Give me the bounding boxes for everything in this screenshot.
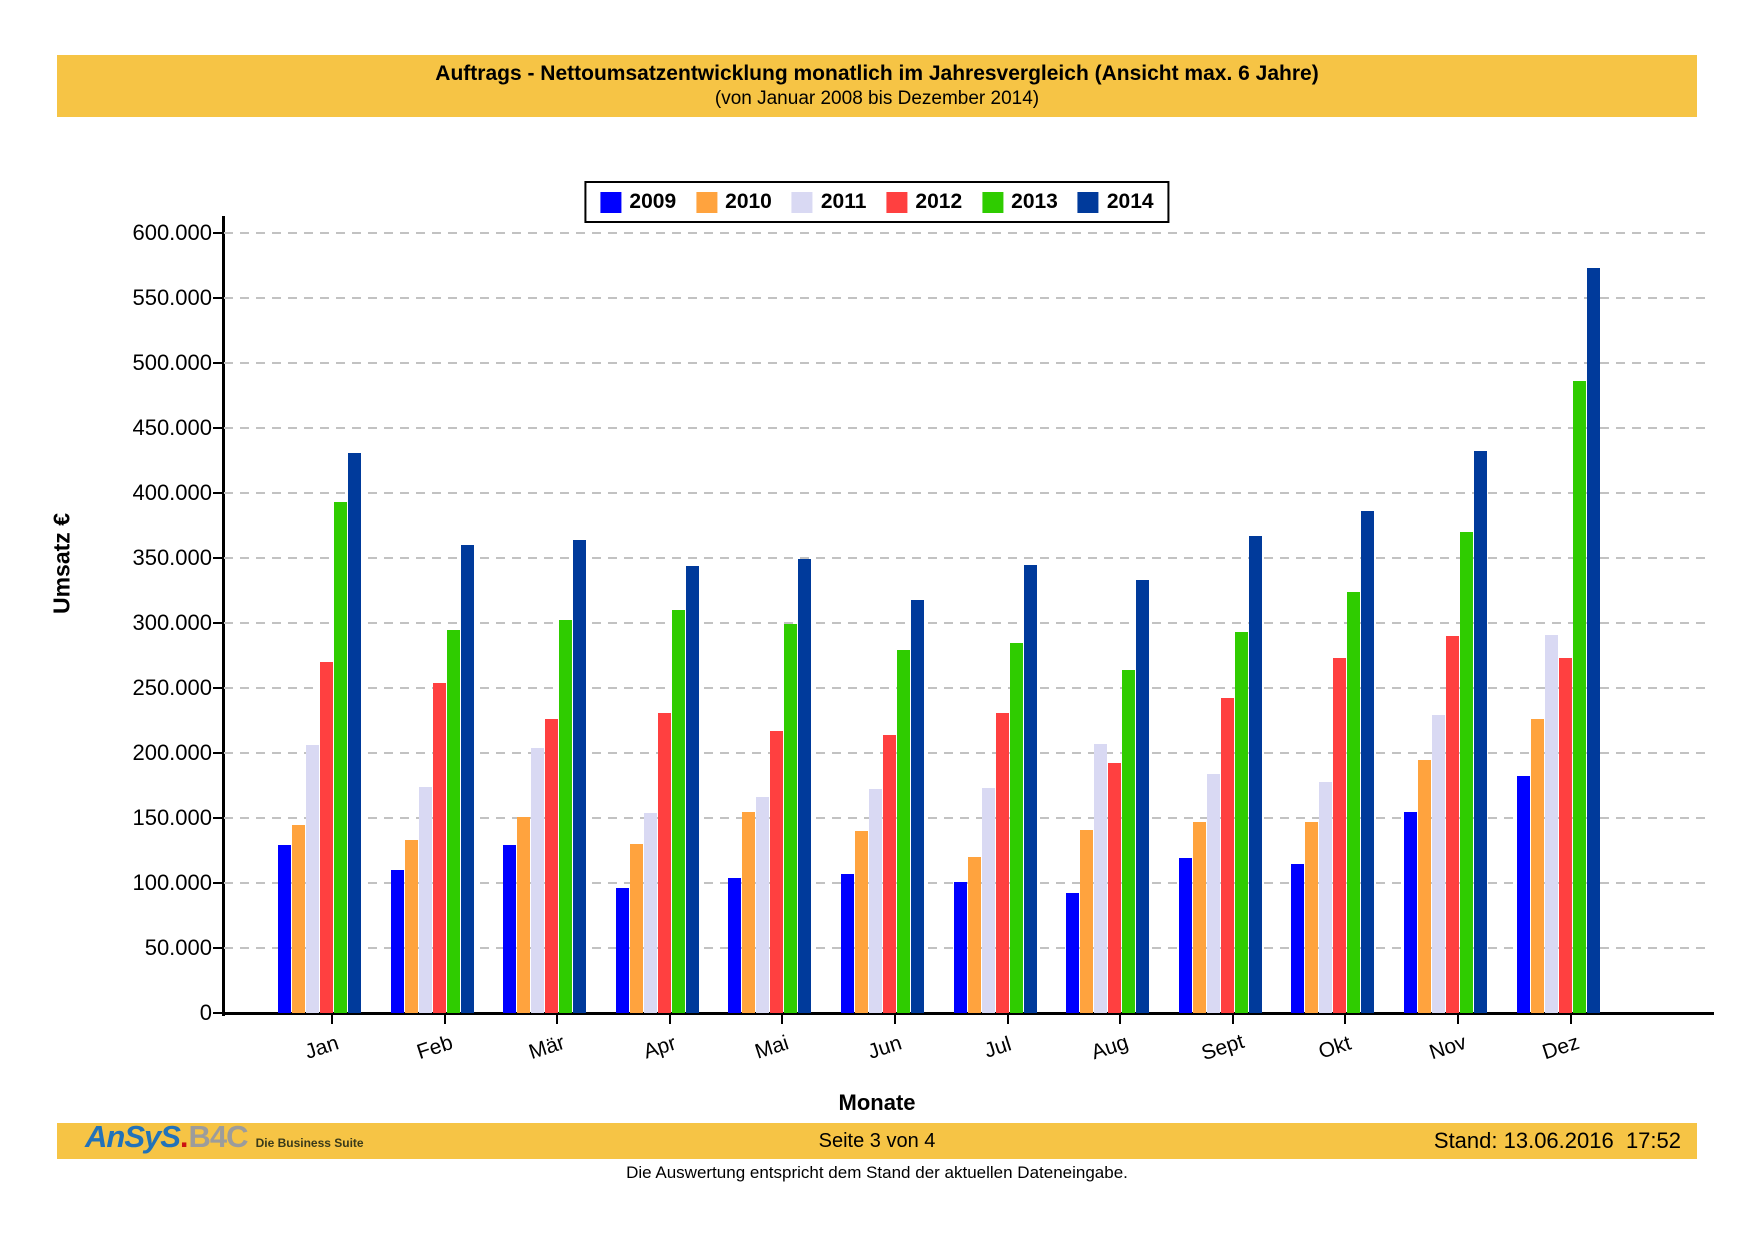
bar-2012-Nov — [1446, 636, 1459, 1013]
y-tick-label: 550.000 — [132, 285, 212, 310]
bar-2012-Mär — [545, 719, 558, 1013]
bar-2013-Feb — [447, 630, 460, 1014]
gridline-600000 — [224, 232, 1712, 234]
bar-2011-Mai — [756, 797, 769, 1013]
gridline-400000 — [224, 492, 1712, 494]
y-tick-label: 300.000 — [132, 610, 212, 635]
y-tick-600000 — [213, 232, 223, 234]
legend-label-2014: 2014 — [1106, 190, 1154, 213]
bar-2011-Apr — [644, 813, 657, 1013]
bar-2009-Apr — [616, 888, 629, 1013]
x-tick-label-Aug: Aug — [1088, 1030, 1132, 1065]
x-tick-label-Jul: Jul — [981, 1032, 1014, 1063]
x-tick-label-Okt: Okt — [1316, 1031, 1355, 1064]
bar-2009-Mär — [503, 845, 516, 1013]
x-tick-Mär — [556, 1015, 558, 1024]
bar-2013-Jun — [897, 650, 910, 1013]
bar-2011-Jul — [982, 788, 995, 1013]
bar-2011-Jun — [869, 789, 882, 1013]
bar-2012-Mai — [770, 731, 783, 1013]
x-tick-label-Mär: Mär — [526, 1030, 568, 1065]
x-tick-label-Feb: Feb — [413, 1030, 456, 1065]
y-tick-250000 — [213, 687, 223, 689]
y-tick-label: 0 — [199, 1000, 212, 1025]
y-tick-100000 — [213, 882, 223, 884]
bar-2014-Nov — [1474, 451, 1487, 1013]
bar-2009-Jan — [278, 845, 291, 1013]
bar-2013-Dez — [1573, 381, 1586, 1013]
bar-2014-Mai — [798, 559, 811, 1013]
bar-2009-Dez — [1517, 776, 1530, 1013]
bar-2012-Okt — [1333, 658, 1346, 1013]
page-title: Auftrags - Nettoumsatzentwicklung monatlich im Jahresvergleich (Ansicht max. 6 Jahre) — [435, 62, 1319, 85]
bar-2010-Apr — [630, 844, 643, 1013]
y-tick-150000 — [213, 817, 223, 819]
y-tick-label: 450.000 — [132, 415, 212, 440]
bar-2009-Nov — [1404, 812, 1417, 1014]
x-tick-Apr — [669, 1015, 671, 1024]
x-tick-label-Dez: Dez — [1539, 1030, 1582, 1065]
bar-2013-Apr — [672, 610, 685, 1013]
y-tick-label: 50.000 — [144, 935, 212, 960]
bar-2010-Feb — [405, 840, 418, 1013]
x-tick-label-Sept: Sept — [1198, 1029, 1247, 1066]
bar-2010-Jul — [968, 857, 981, 1013]
logo-tagline: Die Business Suite — [255, 1136, 364, 1150]
legend-label-2013: 2013 — [1011, 190, 1058, 213]
x-tick-Sept — [1232, 1015, 1234, 1024]
bar-2013-Okt — [1347, 592, 1360, 1013]
y-tick-400000 — [213, 492, 223, 494]
bar-2012-Aug — [1108, 763, 1121, 1013]
bar-2012-Jun — [883, 735, 896, 1013]
bar-2014-Apr — [686, 566, 699, 1013]
bar-2013-Nov — [1460, 532, 1473, 1013]
bar-2013-Mai — [784, 624, 797, 1013]
bar-2010-Jan — [292, 825, 305, 1014]
page-subtitle: (von Januar 2008 bis Dezember 2014) — [714, 88, 1040, 109]
bar-2013-Aug — [1122, 670, 1135, 1013]
bar-2011-Mär — [531, 748, 544, 1013]
bar-2013-Jul — [1010, 643, 1023, 1014]
bar-2014-Jan — [348, 453, 361, 1013]
bar-2010-Mai — [742, 812, 755, 1014]
bar-2014-Jun — [911, 600, 924, 1013]
y-tick-450000 — [213, 427, 223, 429]
x-tick-Jan — [331, 1015, 333, 1024]
x-tick-Mai — [781, 1015, 783, 1024]
bar-2011-Okt — [1319, 782, 1332, 1013]
gridline-450000 — [224, 427, 1712, 429]
y-axis-line — [222, 216, 225, 1016]
gridline-300000 — [224, 622, 1712, 624]
gridline-550000 — [224, 297, 1712, 299]
y-tick-350000 — [213, 557, 223, 559]
footer-note: Die Auswertung entspricht dem Stand der aktuellen Dateneingabe. — [626, 1163, 1128, 1182]
legend-label-2012: 2012 — [915, 190, 963, 213]
x-tick-Jul — [1007, 1015, 1009, 1024]
x-tick-label-Mai: Mai — [752, 1031, 792, 1064]
y-tick-label: 100.000 — [132, 870, 212, 895]
bar-2014-Aug — [1136, 580, 1149, 1013]
y-axis-title: Umsatz € — [48, 513, 75, 614]
y-tick-label: 350.000 — [132, 545, 212, 570]
bar-2009-Okt — [1291, 864, 1304, 1014]
y-tick-300000 — [213, 622, 223, 624]
bar-2014-Jul — [1024, 565, 1037, 1014]
bar-2009-Sept — [1179, 858, 1192, 1013]
bar-2014-Mär — [573, 540, 586, 1013]
x-tick-label-Jan: Jan — [302, 1031, 342, 1064]
x-tick-label-Jun: Jun — [865, 1031, 905, 1064]
bar-2010-Aug — [1080, 830, 1093, 1013]
legend-label-2011: 2011 — [820, 190, 867, 213]
bar-2010-Jun — [855, 831, 868, 1013]
x-tick-Aug — [1119, 1015, 1121, 1024]
bar-2011-Aug — [1094, 744, 1107, 1013]
legend-label-2009: 2009 — [629, 190, 677, 213]
y-tick-label: 600.000 — [132, 220, 212, 245]
bar-2012-Dez — [1559, 658, 1572, 1013]
bar-2012-Jan — [320, 662, 333, 1013]
bar-2010-Okt — [1305, 822, 1318, 1013]
y-tick-200000 — [213, 752, 223, 754]
bar-2011-Jan — [306, 745, 319, 1013]
bar-2013-Jan — [334, 502, 347, 1013]
bar-2009-Jun — [841, 874, 854, 1013]
y-tick-label: 400.000 — [132, 480, 212, 505]
bar-2009-Feb — [391, 870, 404, 1013]
legend-label-2010: 2010 — [725, 190, 772, 213]
bar-2014-Dez — [1587, 268, 1600, 1013]
bar-2012-Apr — [658, 713, 671, 1013]
bar-2014-Sept — [1249, 536, 1262, 1013]
bar-2010-Dez — [1531, 719, 1544, 1013]
report-footer — [57, 1119, 1697, 1159]
y-tick-550000 — [213, 297, 223, 299]
logo-product-text: B4C — [188, 1119, 248, 1154]
x-tick-label-Nov: Nov — [1426, 1030, 1470, 1065]
y-tick-0 — [213, 1012, 223, 1014]
x-tick-Okt — [1344, 1015, 1346, 1024]
x-tick-Jun — [894, 1015, 896, 1024]
bar-2014-Feb — [461, 545, 474, 1013]
bar-2010-Nov — [1418, 760, 1431, 1014]
bar-2010-Mär — [517, 817, 530, 1013]
bar-2011-Dez — [1545, 635, 1558, 1013]
x-tick-Feb — [444, 1015, 446, 1024]
y-tick-label: 150.000 — [132, 805, 212, 830]
page-indicator: Seite 3 von 4 — [818, 1129, 936, 1152]
bar-2012-Feb — [433, 683, 446, 1013]
logo-dot: . — [179, 1119, 189, 1154]
y-tick-label: 200.000 — [132, 740, 212, 765]
bar-2014-Okt — [1361, 511, 1374, 1013]
bar-2009-Mai — [728, 878, 741, 1013]
x-axis-title: Monate — [838, 1090, 916, 1115]
logo-brand-text: AnSyS — [85, 1119, 180, 1154]
bar-2011-Nov — [1432, 715, 1445, 1013]
y-tick-500000 — [213, 362, 223, 364]
x-tick-label-Apr: Apr — [640, 1031, 679, 1064]
bar-2012-Jul — [996, 713, 1009, 1013]
x-tick-Dez — [1570, 1015, 1572, 1024]
gridline-500000 — [224, 362, 1712, 364]
y-tick-label: 250.000 — [132, 675, 212, 700]
report-date: Stand: 13.06.2016 17:52 — [1433, 1128, 1681, 1153]
x-tick-Nov — [1457, 1015, 1459, 1024]
bar-2011-Feb — [419, 787, 432, 1013]
y-tick-50000 — [213, 947, 223, 949]
gridline-350000 — [224, 557, 1712, 559]
bar-2010-Sept — [1193, 822, 1206, 1013]
y-tick-label: 500.000 — [132, 350, 212, 375]
bar-2009-Jul — [954, 882, 967, 1013]
bar-2013-Mär — [559, 620, 572, 1013]
bar-2012-Sept — [1221, 698, 1234, 1013]
bar-2011-Sept — [1207, 774, 1220, 1013]
bar-2013-Sept — [1235, 632, 1248, 1013]
bar-2009-Aug — [1066, 893, 1079, 1013]
